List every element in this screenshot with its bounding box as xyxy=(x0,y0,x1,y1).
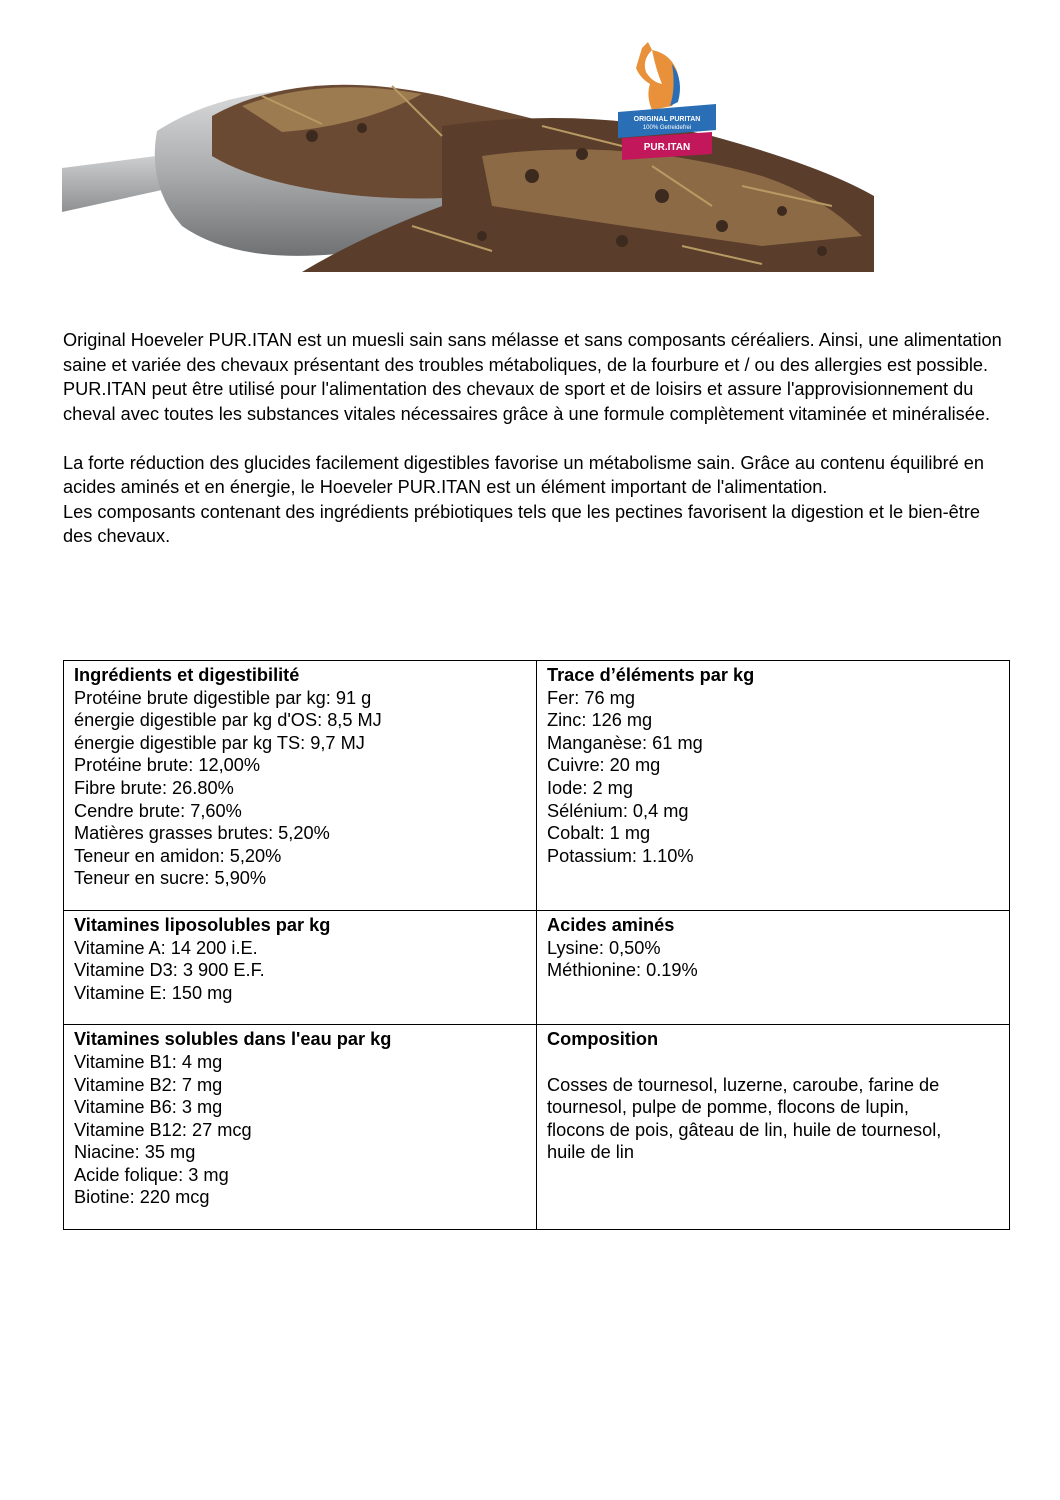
table-row xyxy=(64,1025,1010,1230)
cell-line: Vitamine B1: 4 mg xyxy=(74,1051,223,1072)
cell-line: Cosses de tournesol, luzerne, caroube, farine de xyxy=(547,1074,940,1095)
cell-title: Ingrédients et digestibilité xyxy=(74,665,300,685)
intro-paragraph: Les composants contenant des ingrédients prébiotiques tels que les pectines favorisent la digestion et le bien-être des chevaux. xyxy=(63,501,981,546)
cell-line: Fibre brute: 26.80% xyxy=(74,777,234,798)
cell-title: Composition xyxy=(547,1029,659,1050)
fat-soluble-vitamins-cell xyxy=(64,910,537,1024)
nutrition-table xyxy=(63,660,1010,1230)
cell-line: Biotine: 220 mcg xyxy=(74,1187,210,1208)
ingredients-cell xyxy=(64,661,537,911)
water-soluble-vitamins-cell xyxy=(64,1025,537,1230)
cell-line: Teneur en sucre: 5,90% xyxy=(74,868,267,889)
cell-title: Acides aminés xyxy=(547,914,675,935)
intro-paragraph: La forte réduction des glucides facilement digestibles favorise un métabolisme sain. Grâce au contenu équilibré en acides aminés et en énergie, le Hoeveler PUR.ITAN est un élément important de l'alimentation. xyxy=(63,452,985,497)
cell-title: Vitamines solubles dans l'eau par kg xyxy=(74,1029,392,1050)
cell-line: Fer: 76 mg xyxy=(547,687,635,708)
cell-line: Protéine brute digestible par kg: 91 g xyxy=(74,687,372,708)
cell-line: énergie digestible par kg d'OS: 8,5 MJ xyxy=(74,710,382,731)
cell-line: Niacine: 35 mg xyxy=(74,1142,196,1163)
composition-cell xyxy=(537,1025,1010,1230)
cell-line: Iode: 2 mg xyxy=(547,777,633,798)
cell-line: Vitamine B6: 3 mg xyxy=(74,1097,223,1118)
cell-line: énergie digestible par kg TS: 9,7 MJ xyxy=(74,732,365,753)
badge-text-grainfree: 100% Getreidefrei xyxy=(642,125,692,131)
cell-line: Manganèse: 61 mg xyxy=(547,732,703,753)
product-photo xyxy=(62,36,874,272)
cell-line: Lysine: 0,50% xyxy=(547,937,661,958)
cell-line: Protéine brute: 12,00% xyxy=(74,755,261,776)
trace-elements-cell xyxy=(537,661,1010,911)
cell-title: Vitamines liposolubles par kg xyxy=(74,914,331,935)
cell-line: tournesol, pulpe de pomme, flocons de lupin, xyxy=(547,1097,909,1118)
cell-line: Teneur en amidon: 5,20% xyxy=(74,845,282,866)
cell-line: Cobalt: 1 mg xyxy=(547,823,651,844)
cell-title: Trace d’éléments par kg xyxy=(547,665,755,685)
cell-line: Acide folique: 3 mg xyxy=(74,1164,229,1185)
cell-line: Méthionine: 0.19% xyxy=(547,960,698,981)
cell-line: Vitamine D3: 3 900 E.F. xyxy=(74,960,265,981)
amino-acids-cell xyxy=(537,910,1010,1024)
badge-text-original: ORIGINAL PURITAN xyxy=(633,116,701,123)
cell-line: Vitamine B12: 27 mcg xyxy=(74,1119,252,1140)
cell-line: Matières grasses brutes: 5,20% xyxy=(74,823,330,844)
cell-line: Vitamine A: 14 200 i.E. xyxy=(74,937,258,958)
cell-line: huile de lin xyxy=(547,1142,634,1163)
cell-line: Cendre brute: 7,60% xyxy=(74,800,242,821)
cell-line: Cuivre: 20 mg xyxy=(547,755,661,776)
cell-line: Potassium: 1.10% xyxy=(547,845,694,866)
puritan-logo xyxy=(612,40,722,168)
cell-line: flocons de pois, gâteau de lin, huile de tournesol, xyxy=(547,1119,942,1140)
table-row xyxy=(64,661,1010,911)
cell-line: Sélénium: 0,4 mg xyxy=(547,800,689,821)
cell-line: Zinc: 126 mg xyxy=(547,710,653,731)
intro-paragraph: PUR.ITAN peut être utilisé pour l'alimentation des chevaux de sport et de loisirs et assure l'approvisionnement du cheval avec toutes les substances vitales nécessaires grâce à une formule complètement vitaminée et minéralisée. xyxy=(63,379,991,424)
intro-paragraph: Original Hoeveler PUR.ITAN est un muesli sain sans mélasse et sans composants céréaliers. Ainsi, une alimentation saine et variée des chevaux présentant des troubles métaboliques, de la fourbure et / ou des allergies est possible. xyxy=(63,330,1002,375)
intro-text xyxy=(63,328,1013,549)
table-row xyxy=(64,910,1010,1024)
badge-text-brand: PUR.ITAN xyxy=(643,142,691,153)
cell-line: Vitamine E: 150 mg xyxy=(74,982,233,1003)
cell-line: Vitamine B2: 7 mg xyxy=(74,1074,223,1095)
